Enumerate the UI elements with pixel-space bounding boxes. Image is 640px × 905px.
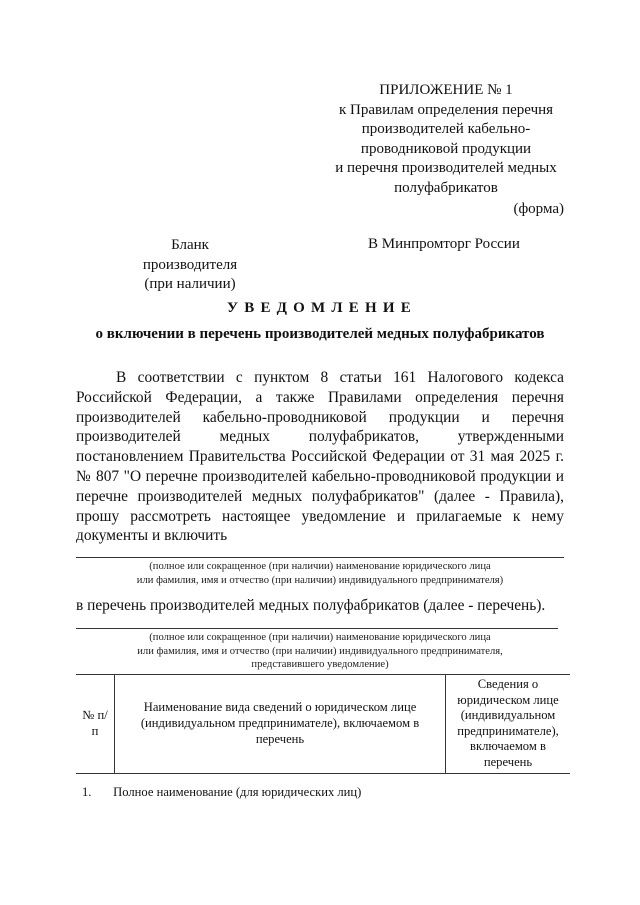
item-label: Полное наименование (для юридических лиц) bbox=[113, 785, 362, 799]
field-caption bbox=[76, 560, 564, 587]
recipient: В Минпромторг России bbox=[368, 236, 520, 252]
field-caption bbox=[76, 631, 564, 672]
header-info-value: Сведения о юридическом лице (индивидуальном предпринимателе), включаемом в перечень bbox=[446, 675, 571, 774]
appendix-line: проводниковой продукции bbox=[360, 140, 532, 157]
fill-in-line bbox=[76, 557, 564, 558]
header-info-type: Наименование вида сведений о юридическом лице (индивидуальном предпринимателе), включаемом в перечень bbox=[115, 675, 446, 774]
document-title: УВЕДОМЛЕНИЕ bbox=[227, 300, 417, 316]
fill-in-line bbox=[76, 628, 558, 629]
document-subtitle: о включении в перечень производителей медных полуфабрикатов bbox=[95, 326, 545, 342]
caption-line: или фамилия, имя и отчество (при наличии) индивидуального предпринимателя) bbox=[136, 574, 504, 586]
body-paragraph: В соответствии с пунктом 8 статьи 161 Налогового кодекса Российской Федерации, а также Правилами определения перечня производителей кабельно-проводниковой продукции и перечня производителей медных полуфабрикатов, утвержденными постановлением Правительства Российской Федерации от 31 мая 2025 г. № 807 "О перечне производителей кабельно-проводниковой продукции и перечне производителей медных полуфабрикатов" (далее - Правила), прошу рассмотреть настоящее уведомление и прилагаемые к нему документы и включить bbox=[76, 369, 564, 545]
caption-line: представившего уведомление) bbox=[251, 659, 389, 670]
header-number: № п/п bbox=[76, 675, 115, 774]
letterhead-block bbox=[125, 236, 255, 295]
appendix-line: и перечня производителей медных bbox=[335, 160, 557, 177]
table-header-row bbox=[76, 675, 570, 774]
caption-line: (полное или сокращенное (при наличии) наименование юридического лица bbox=[149, 632, 491, 643]
form-label: (форма) bbox=[513, 201, 564, 217]
letterhead-line: Бланк производителя bbox=[142, 237, 238, 273]
appendix-line: к Правилам определения перечня bbox=[338, 101, 554, 118]
caption-line: (полное или сокращенное (при наличии) наименование юридического лица bbox=[149, 561, 491, 572]
info-table bbox=[76, 674, 570, 774]
list-item bbox=[82, 785, 361, 800]
appendix-header bbox=[330, 81, 562, 199]
appendix-title: ПРИЛОЖЕНИЕ № 1 bbox=[379, 82, 513, 98]
item-number: 1. bbox=[82, 785, 92, 799]
letterhead-note: (при наличии) bbox=[144, 276, 236, 292]
appendix-line: полуфабрикатов bbox=[394, 179, 498, 196]
appendix-line: производителей кабельно- bbox=[361, 121, 531, 138]
caption-line: или фамилия, имя и отчество (при наличии) индивидуального предпринимателя, bbox=[137, 645, 503, 657]
list-inclusion-text: в перечень производителей медных полуфабрикатов (далее - перечень). bbox=[76, 597, 546, 614]
